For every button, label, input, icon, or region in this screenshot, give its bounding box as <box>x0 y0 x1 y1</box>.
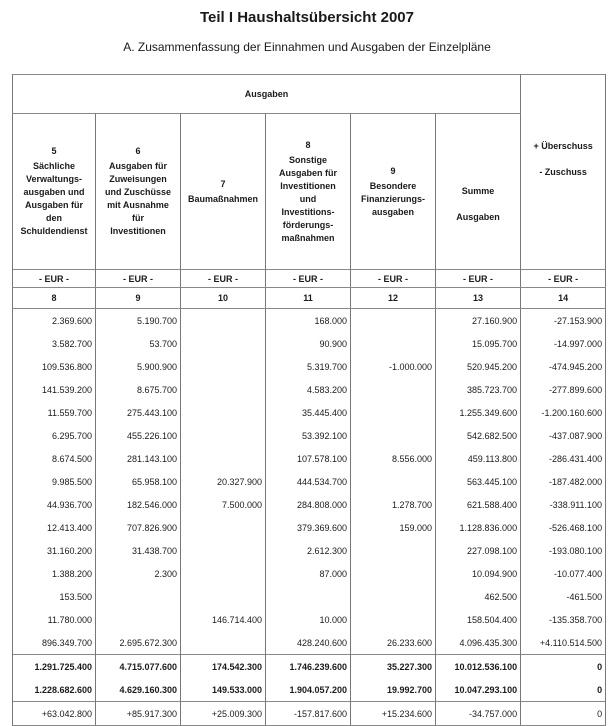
column-header-line: maßnahmen <box>281 232 335 243</box>
table-cell: 153.500 <box>13 585 96 608</box>
table-cell: 459.113.800 <box>436 447 521 470</box>
totals-row <box>13 678 606 702</box>
table-cell: 1.291.725.400 <box>13 655 96 679</box>
table-cell <box>351 608 436 631</box>
column-group-number: 6 <box>135 146 141 156</box>
table-cell: 5.190.700 <box>96 309 181 333</box>
table-cell: 5.319.700 <box>266 355 351 378</box>
column-header-line <box>524 153 602 166</box>
column-header-line: Investitionen <box>280 180 336 191</box>
table-row <box>13 585 606 608</box>
table-row <box>13 470 606 493</box>
table-row <box>13 516 606 539</box>
table-cell <box>181 562 266 585</box>
column-header-line: Ausgaben <box>456 212 500 222</box>
table-cell: 1.228.682.600 <box>13 678 96 702</box>
table-cell: +85.917.300 <box>96 702 181 726</box>
table-cell <box>351 539 436 562</box>
table-cell: 8.675.700 <box>96 378 181 401</box>
table-cell: 2.612.300 <box>266 539 351 562</box>
table-cell: -437.087.900 <box>521 424 606 447</box>
column-header-line: Summe <box>461 186 495 196</box>
table-cell <box>181 424 266 447</box>
table-cell: 27.160.900 <box>436 309 521 333</box>
table-cell: 563.445.100 <box>436 470 521 493</box>
table-cell: -1.000.000 <box>351 355 436 378</box>
table-cell: +63.042.800 <box>13 702 96 726</box>
column-header-line: Verwaltungs- <box>25 174 82 184</box>
table-cell: 19.992.700 <box>351 678 436 702</box>
table-cell: 1.388.200 <box>13 562 96 585</box>
unit-label: - EUR - <box>436 270 521 288</box>
table-cell: 107.578.100 <box>266 447 351 470</box>
document-subtitle: A. Zusammenfassung der Einnahmen und Ausgaben der Einzelpläne <box>123 40 491 54</box>
table-row <box>13 309 606 333</box>
column-header-line: Ausgaben für <box>24 200 83 210</box>
unit-label: - EUR - <box>351 270 436 288</box>
table-cell: 542.682.500 <box>436 424 521 447</box>
table-cell: 10.047.293.100 <box>436 678 521 702</box>
table-cell: -135.358.700 <box>521 608 606 631</box>
table-cell: 109.536.800 <box>13 355 96 378</box>
table-cell <box>181 401 266 424</box>
table-cell: 6.295.700 <box>13 424 96 447</box>
table-cell: 1.255.349.600 <box>436 401 521 424</box>
column-header-line: Sonstige <box>288 154 327 165</box>
table-cell <box>351 309 436 333</box>
column-index: 14 <box>521 288 606 309</box>
column-header-line: Besondere <box>369 180 417 191</box>
table-cell: +15.234.600 <box>351 702 436 726</box>
column-header-line: Baumaßnahmen <box>187 193 258 204</box>
table-cell: 4.096.435.300 <box>436 631 521 655</box>
column-header-line: den <box>45 213 62 223</box>
table-cell: 3.582.700 <box>13 332 96 355</box>
table-cell: 35.445.400 <box>266 401 351 424</box>
table-cell: 182.546.000 <box>96 493 181 516</box>
table-cell <box>181 332 266 355</box>
column-group-number: 9 <box>390 165 396 176</box>
table-cell <box>351 585 436 608</box>
column-header-line: mit Ausnahme <box>107 200 169 210</box>
table-cell <box>266 585 351 608</box>
table-cell: 275.443.100 <box>96 401 181 424</box>
column-header-line: und Zuschüsse <box>104 187 171 197</box>
column-header-4 <box>266 114 351 270</box>
column-header-2 <box>96 114 181 270</box>
table-cell <box>351 562 436 585</box>
table-row <box>13 539 606 562</box>
group-header-row <box>13 75 606 114</box>
column-group-number: 5 <box>51 146 57 156</box>
table-cell: 20.327.900 <box>181 470 266 493</box>
column-index-row <box>13 288 606 309</box>
table-cell: 385.723.700 <box>436 378 521 401</box>
table-cell: -474.945.200 <box>521 355 606 378</box>
column-index: 12 <box>351 288 436 309</box>
table-cell: 2.369.600 <box>13 309 96 333</box>
table-cell <box>181 585 266 608</box>
table-cell: 0 <box>521 678 606 702</box>
empty-header-cell <box>521 75 606 114</box>
table-cell: 149.533.000 <box>181 678 266 702</box>
table-cell: 26.233.600 <box>351 631 436 655</box>
column-header-line: förderungs- <box>282 219 334 230</box>
table-cell: 35.227.300 <box>351 655 436 679</box>
table-cell: -187.482.000 <box>521 470 606 493</box>
table-cell: -286.431.400 <box>521 447 606 470</box>
table-cell <box>351 470 436 493</box>
column-header-line: - Zuschuss <box>539 166 587 177</box>
column-header-line: Finanzierungs- <box>360 193 425 204</box>
column-header-line: Investitions- <box>281 206 335 217</box>
column-header-line <box>439 198 517 211</box>
column-index: 8 <box>13 288 96 309</box>
table-cell: -34.757.000 <box>436 702 521 726</box>
table-cell: 159.000 <box>351 516 436 539</box>
ausgaben-group-header: Ausgaben <box>13 75 521 114</box>
table-cell: -526.468.100 <box>521 516 606 539</box>
table-cell: 379.369.600 <box>266 516 351 539</box>
table-cell: 158.504.400 <box>436 608 521 631</box>
table-cell: 4.629.160.300 <box>96 678 181 702</box>
table-cell: 87.000 <box>266 562 351 585</box>
table-cell: -27.153.900 <box>521 309 606 333</box>
table-cell: 227.098.100 <box>436 539 521 562</box>
table-row <box>13 493 606 516</box>
column-header-row <box>13 114 606 270</box>
table-cell: -1.200.160.600 <box>521 401 606 424</box>
table-cell: 31.438.700 <box>96 539 181 562</box>
table-cell: -461.500 <box>521 585 606 608</box>
table-cell: 621.588.400 <box>436 493 521 516</box>
table-cell: 707.826.900 <box>96 516 181 539</box>
table-cell <box>181 516 266 539</box>
table-row <box>13 424 606 447</box>
table-cell: 10.094.900 <box>436 562 521 585</box>
column-header-line: Ausgaben für <box>108 161 167 171</box>
column-header-line: Investitionen <box>110 226 166 236</box>
unit-label: - EUR - <box>521 270 606 288</box>
table-cell <box>181 355 266 378</box>
table-cell: 168.000 <box>266 309 351 333</box>
table-cell: 53.392.100 <box>266 424 351 447</box>
column-header-line: ausgaben <box>371 206 414 217</box>
table-cell: 12.413.400 <box>13 516 96 539</box>
table-cell <box>181 539 266 562</box>
table-row <box>13 378 606 401</box>
table-cell: 4.715.077.600 <box>96 655 181 679</box>
table-cell <box>351 424 436 447</box>
column-header-line: Sächliche <box>32 161 76 171</box>
table-cell: 65.958.100 <box>96 470 181 493</box>
unit-label: - EUR - <box>266 270 351 288</box>
table-cell: 9.985.500 <box>13 470 96 493</box>
column-header-line: ausgaben und <box>23 187 85 197</box>
column-header-1 <box>13 114 96 270</box>
totals-row <box>13 655 606 679</box>
unit-label: - EUR - <box>181 270 266 288</box>
table-cell: 444.534.700 <box>266 470 351 493</box>
table-cell: 896.349.700 <box>13 631 96 655</box>
table-cell: -338.911.100 <box>521 493 606 516</box>
table-cell: 455.226.100 <box>96 424 181 447</box>
table-cell: -10.077.400 <box>521 562 606 585</box>
table-cell: 5.900.900 <box>96 355 181 378</box>
table-cell: 1.746.239.600 <box>266 655 351 679</box>
table-cell: 15.095.700 <box>436 332 521 355</box>
table-cell: 10.000 <box>266 608 351 631</box>
table-cell: 0 <box>521 702 606 726</box>
table-cell <box>96 585 181 608</box>
table-cell: +4.110.514.500 <box>521 631 606 655</box>
column-index: 11 <box>266 288 351 309</box>
budget-summary-table <box>12 74 606 726</box>
table-cell: +25.009.300 <box>181 702 266 726</box>
table-cell: 1.278.700 <box>351 493 436 516</box>
difference-row <box>13 702 606 726</box>
column-header-line: Zuweisungen <box>109 174 167 184</box>
table-cell: 146.714.400 <box>181 608 266 631</box>
table-cell: 7.500.000 <box>181 493 266 516</box>
table-cell: 2.695.672.300 <box>96 631 181 655</box>
column-header-3 <box>181 114 266 270</box>
column-group-number: 7 <box>220 178 226 189</box>
table-row <box>13 562 606 585</box>
table-cell: 31.160.200 <box>13 539 96 562</box>
column-header-line: Ausgaben für <box>278 167 337 178</box>
table-row <box>13 447 606 470</box>
table-cell <box>181 447 266 470</box>
table-cell <box>181 309 266 333</box>
table-cell: 141.539.200 <box>13 378 96 401</box>
table-cell <box>351 332 436 355</box>
table-cell: 428.240.600 <box>266 631 351 655</box>
table-cell: -157.817.600 <box>266 702 351 726</box>
table-cell: 90.900 <box>266 332 351 355</box>
table-cell: -277.899.600 <box>521 378 606 401</box>
table-cell: 462.500 <box>436 585 521 608</box>
table-cell <box>96 608 181 631</box>
table-cell: 1.904.057.200 <box>266 678 351 702</box>
column-header-line: Schuldendienst <box>20 226 88 236</box>
table-cell: -193.080.100 <box>521 539 606 562</box>
column-header-5 <box>351 114 436 270</box>
unit-row <box>13 270 606 288</box>
table-cell <box>181 631 266 655</box>
table-cell: 520.945.200 <box>436 355 521 378</box>
column-header-line: + Überschuss <box>533 140 593 151</box>
table-cell: 8.674.500 <box>13 447 96 470</box>
document-title: Teil I Haushaltsübersicht 2007 <box>200 9 414 26</box>
table-cell <box>181 378 266 401</box>
column-header-line: für <box>132 213 144 223</box>
table-cell: 11.780.000 <box>13 608 96 631</box>
table-cell: 4.583.200 <box>266 378 351 401</box>
table-cell: 44.936.700 <box>13 493 96 516</box>
table-cell: -14.997.000 <box>521 332 606 355</box>
table-row <box>13 401 606 424</box>
table-cell: 1.128.836.000 <box>436 516 521 539</box>
table-row <box>13 631 606 655</box>
table-cell <box>351 378 436 401</box>
table-row <box>13 355 606 378</box>
column-index: 10 <box>181 288 266 309</box>
table-cell <box>351 401 436 424</box>
column-header-6 <box>436 114 521 270</box>
unit-label: - EUR - <box>96 270 181 288</box>
table-cell: 174.542.300 <box>181 655 266 679</box>
table-cell: 10.012.536.100 <box>436 655 521 679</box>
table-cell: 11.559.700 <box>13 401 96 424</box>
table-cell: 53.700 <box>96 332 181 355</box>
column-group-number: 8 <box>305 139 311 150</box>
table-cell: 0 <box>521 655 606 679</box>
unit-label: - EUR - <box>13 270 96 288</box>
column-index: 13 <box>436 288 521 309</box>
table-row <box>13 608 606 631</box>
table-cell: 281.143.100 <box>96 447 181 470</box>
table-row <box>13 332 606 355</box>
table-cell: 8.556.000 <box>351 447 436 470</box>
table-cell: 284.808.000 <box>266 493 351 516</box>
column-header-line: und <box>299 193 317 204</box>
column-header-7 <box>521 114 606 270</box>
table-cell: 2.300 <box>96 562 181 585</box>
column-index: 9 <box>96 288 181 309</box>
